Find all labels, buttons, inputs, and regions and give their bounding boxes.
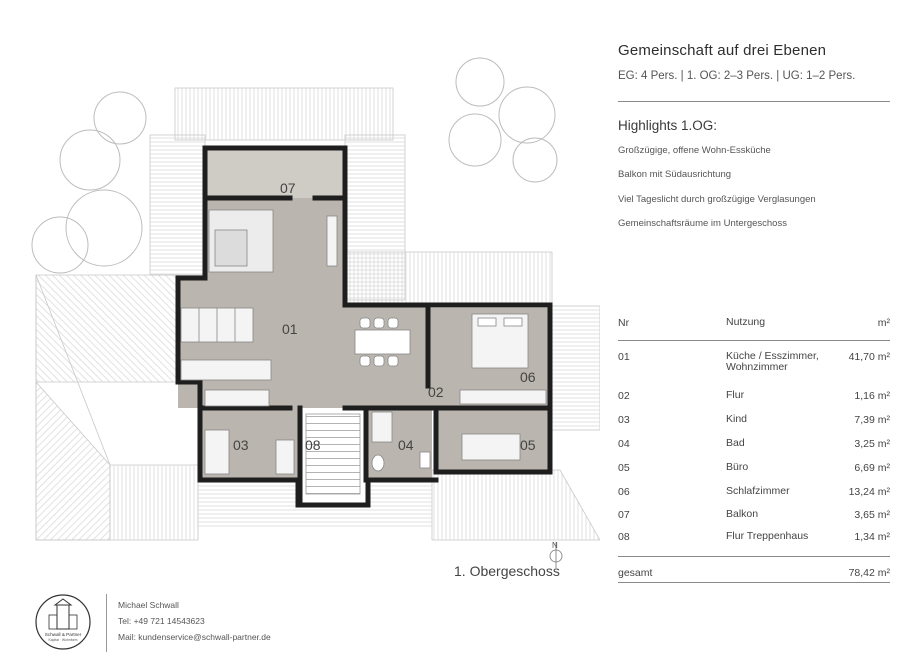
row-area: 6,69 m²: [854, 462, 890, 474]
room-label-05: 05: [520, 437, 536, 453]
north-label: N: [552, 541, 558, 550]
row-nr: 03: [618, 414, 630, 426]
row-nutzung: Flur Treppenhaus: [726, 530, 809, 542]
col-header-nr: Nr: [618, 317, 630, 329]
room-label-08: 08: [305, 437, 321, 453]
divider: [618, 101, 890, 102]
row-nutzung: Kind: [726, 413, 748, 425]
row-nr: 04: [618, 438, 630, 450]
row-nutzung: Küche / Esszimmer, Wohnzimmer: [726, 350, 819, 373]
row-area: 41,70 m²: [848, 351, 890, 363]
highlight-item: Viel Tageslicht durch großzügige Verglasungen: [618, 194, 816, 205]
room-label-01: 01: [282, 321, 298, 337]
row-area: 1,34 m²: [854, 531, 890, 543]
row-nr: 06: [618, 486, 630, 498]
room-label-04: 04: [398, 437, 414, 453]
highlights-title: Highlights 1.OG:: [618, 118, 718, 133]
room-label-07: 07: [280, 180, 296, 196]
contact-name: Michael Schwall: [118, 600, 179, 610]
logo-subtext: Kapital · Wohnform: [48, 638, 78, 642]
row-nr: 02: [618, 390, 630, 402]
highlight-item: Gemeinschaftsräume im Untergeschoss: [618, 218, 787, 229]
row-nutzung: Bad: [726, 437, 745, 449]
logo-text: Schwall & Partner: [44, 632, 82, 637]
divider: [618, 582, 890, 583]
row-area: 3,25 m²: [854, 438, 890, 450]
room-label-02: 02: [428, 384, 444, 400]
row-nutzung: Flur: [726, 389, 745, 401]
row-area: 7,39 m²: [854, 414, 890, 426]
row-nutzung: Schlafzimmer: [726, 485, 790, 497]
company-logo: [34, 593, 92, 651]
floor-label: 1. Obergeschoss: [454, 563, 560, 579]
row-area: 1,16 m²: [854, 390, 890, 402]
row-area: 13,24 m²: [848, 486, 890, 498]
row-nr: 07: [618, 509, 630, 521]
row-nr: 05: [618, 462, 630, 474]
row-nutzung: Balkon: [726, 508, 759, 520]
contact-email: Mail: kundenservice@schwall-partner.de: [118, 632, 271, 642]
row-nr: 08: [618, 531, 630, 543]
row-area: 3,65 m²: [854, 509, 890, 521]
room-label-03: 03: [233, 437, 249, 453]
total-label: gesamt: [618, 567, 653, 579]
room-label-06: 06: [520, 369, 536, 385]
occupancy-subtitle: EG: 4 Pers. | 1. OG: 2–3 Pers. | UG: 1–2 Pers.: [618, 70, 856, 82]
total-area: 78,42 m²: [848, 567, 890, 579]
col-header-area: m²: [877, 317, 890, 329]
contact-phone: Tel: +49 721 14543623: [118, 616, 205, 626]
highlight-item: Großzügige, offene Wohn-Essküche: [618, 145, 771, 156]
page-title: Gemeinschaft auf drei Ebenen: [618, 42, 827, 59]
highlight-item: Balkon mit Südausrichtung: [618, 169, 732, 180]
divider: [618, 556, 890, 557]
row-nr: 01: [618, 351, 630, 363]
row-nutzung: Büro: [726, 461, 749, 473]
col-header-nutzung: Nutzung: [726, 316, 766, 328]
footer-divider: [106, 594, 107, 652]
divider: [618, 340, 890, 341]
